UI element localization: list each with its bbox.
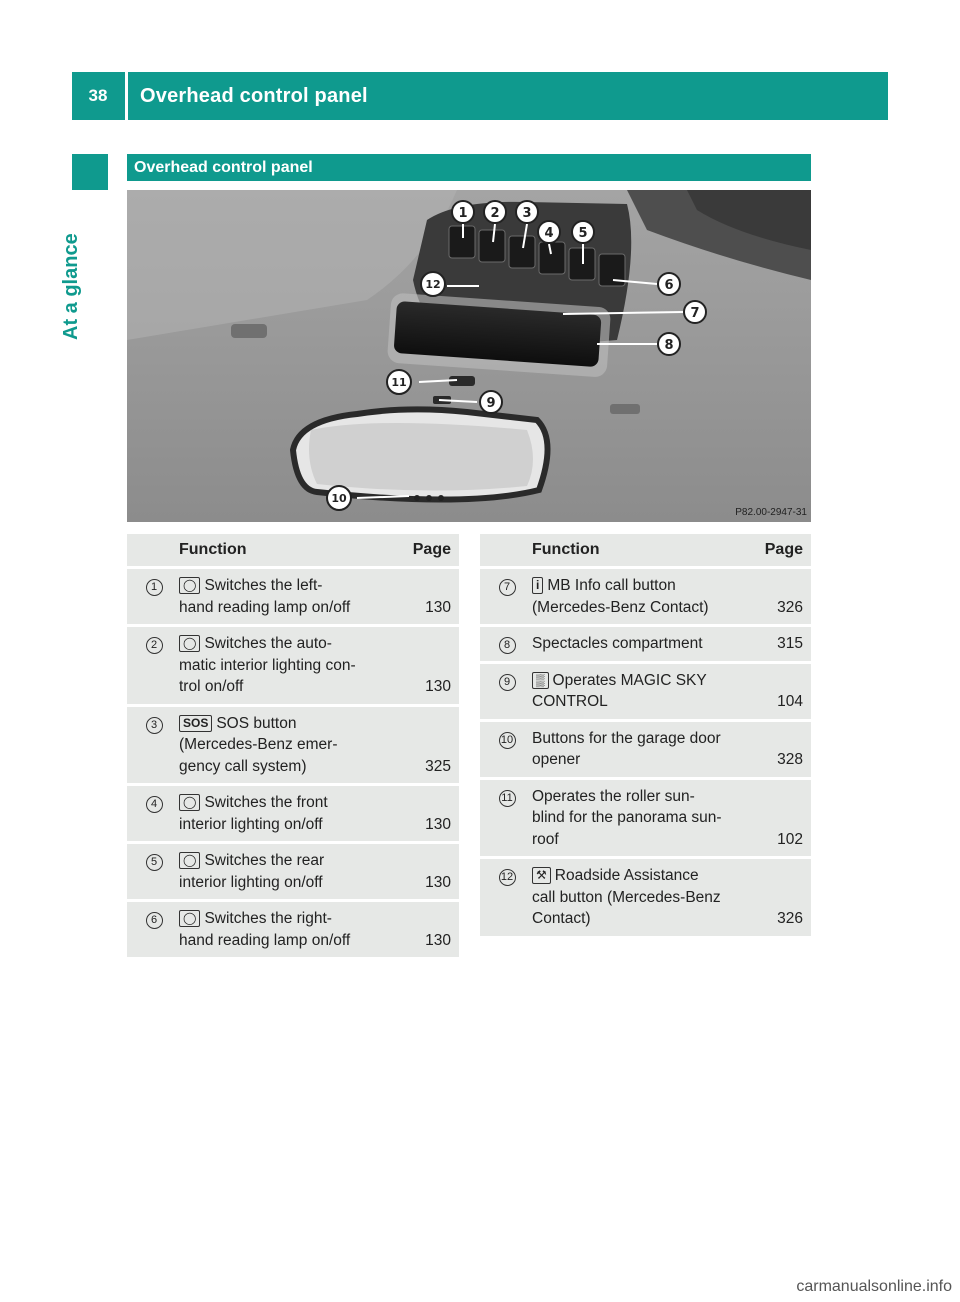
overhead-panel-illustration bbox=[127, 190, 811, 522]
column-function-header: Function bbox=[177, 534, 397, 566]
function-text-line: call button (Mercedes-Benz bbox=[532, 888, 721, 906]
svg-text:1: 1 bbox=[458, 206, 468, 221]
page-ref: 326 bbox=[749, 859, 811, 936]
table-row bbox=[127, 627, 459, 704]
figure-code: P82.00-2947-31 bbox=[735, 507, 807, 518]
overhead-panel-photo bbox=[127, 190, 811, 522]
item-number: 8 bbox=[499, 637, 516, 654]
column-function-header: Function bbox=[530, 534, 749, 566]
callout-7 bbox=[684, 301, 706, 323]
item-number: 10 bbox=[499, 732, 516, 749]
function-text-line: gency call system) bbox=[179, 757, 307, 775]
function-text-line: Switches the auto- bbox=[204, 635, 332, 652]
callout-4 bbox=[538, 221, 560, 243]
callout-2 bbox=[484, 201, 506, 223]
function-text-line: Buttons for the garage door bbox=[532, 729, 721, 747]
page-ref: 130 bbox=[397, 627, 459, 704]
page-ref: 328 bbox=[749, 722, 811, 777]
table-row bbox=[127, 844, 459, 899]
rear-interior-light-icon: ◯ bbox=[179, 852, 200, 869]
table-row bbox=[127, 786, 459, 841]
page-ref: 130 bbox=[397, 786, 459, 841]
page-ref: 130 bbox=[397, 844, 459, 899]
page-number: 38 bbox=[88, 86, 108, 105]
svg-text:8: 8 bbox=[664, 338, 674, 353]
page-ref: 102 bbox=[749, 780, 811, 857]
reading-lamp-left-icon: ◯ bbox=[179, 577, 200, 594]
item-number: 11 bbox=[499, 790, 516, 807]
item-number: 3 bbox=[146, 717, 163, 734]
svg-text:7: 7 bbox=[690, 306, 700, 321]
table-row bbox=[480, 859, 811, 936]
callout-8 bbox=[658, 333, 680, 355]
table-row bbox=[480, 627, 811, 661]
page-ref: 315 bbox=[749, 627, 811, 661]
svg-text:2: 2 bbox=[490, 206, 500, 221]
item-number: 9 bbox=[499, 674, 516, 691]
item-number: 12 bbox=[499, 869, 516, 886]
column-page-header: Page bbox=[749, 534, 811, 566]
function-text-line: Spectacles compartment bbox=[532, 635, 703, 652]
function-text-line: trol on/off bbox=[179, 678, 244, 695]
page-title: Overhead control panel bbox=[140, 84, 368, 107]
function-text-line: Operates the roller sun- bbox=[532, 787, 695, 805]
table-row bbox=[127, 569, 459, 624]
page-ref: 130 bbox=[397, 902, 459, 957]
svg-text:12: 12 bbox=[425, 278, 441, 291]
table-row bbox=[127, 707, 459, 784]
sos-icon: SOS bbox=[179, 715, 212, 732]
callout-5 bbox=[572, 221, 594, 243]
page-ref: 130 bbox=[397, 569, 459, 624]
function-text-line: MB Info call button bbox=[547, 577, 676, 594]
callout-12 bbox=[421, 272, 445, 296]
svg-text:11: 11 bbox=[391, 376, 407, 389]
function-text-line: Contact) bbox=[532, 910, 591, 927]
table-row bbox=[480, 569, 811, 624]
footer-watermark: carmanualsonline.info bbox=[796, 1278, 952, 1295]
item-number: 5 bbox=[146, 854, 163, 871]
column-page-header: Page bbox=[397, 534, 459, 566]
function-text-line: matic interior lighting con- bbox=[179, 656, 356, 674]
callout-9 bbox=[480, 391, 502, 413]
function-text-line: hand reading lamp on/off bbox=[179, 931, 351, 949]
front-interior-light-icon: ◯ bbox=[179, 794, 200, 811]
roadside-assistance-icon: ⚒ bbox=[532, 867, 551, 884]
column-number-header bbox=[480, 534, 530, 566]
svg-text:9: 9 bbox=[486, 396, 496, 411]
item-number: 6 bbox=[146, 912, 163, 929]
svg-text:10: 10 bbox=[331, 492, 347, 505]
table-row bbox=[480, 664, 811, 719]
svg-text:5: 5 bbox=[578, 226, 588, 241]
function-text-line: Switches the left- bbox=[204, 577, 323, 594]
section-title: Overhead control panel bbox=[134, 158, 313, 176]
svg-text:6: 6 bbox=[664, 278, 674, 293]
item-number: 7 bbox=[499, 579, 516, 596]
item-number: 1 bbox=[146, 579, 163, 596]
page-ref: 104 bbox=[749, 664, 811, 719]
column-number-header bbox=[127, 534, 177, 566]
function-text-line: Switches the front bbox=[204, 794, 328, 811]
item-number: 2 bbox=[146, 637, 163, 654]
item-number: 4 bbox=[146, 796, 163, 813]
function-text-line: interior lighting on/off bbox=[179, 815, 323, 833]
page-ref: 326 bbox=[749, 569, 811, 624]
callout-10 bbox=[327, 486, 351, 510]
function-text-line: (Mercedes-Benz Contact) bbox=[532, 598, 709, 616]
function-text-line: Roadside Assistance bbox=[554, 867, 699, 884]
function-text-line: roof bbox=[532, 830, 559, 848]
function-text-line: SOS button bbox=[216, 714, 297, 732]
function-text-line: Switches the rear bbox=[204, 852, 325, 869]
auto-interior-lighting-icon: ◯ bbox=[179, 635, 200, 652]
page-ref: 325 bbox=[397, 707, 459, 784]
svg-text:3: 3 bbox=[522, 206, 532, 221]
table-row bbox=[127, 902, 459, 957]
svg-text:4: 4 bbox=[544, 226, 554, 241]
magic-sky-icon: ▒ bbox=[532, 672, 549, 689]
callout-6 bbox=[658, 273, 680, 295]
function-table-left bbox=[127, 531, 459, 960]
header-divider bbox=[125, 72, 128, 120]
callout-11 bbox=[387, 370, 411, 394]
function-text-line: CONTROL bbox=[532, 693, 608, 710]
table-row bbox=[480, 722, 811, 777]
function-text-line: blind for the panorama sun- bbox=[532, 809, 722, 826]
function-text-line: interior lighting on/off bbox=[179, 873, 323, 891]
function-text-line: hand reading lamp on/off bbox=[179, 598, 351, 616]
table-row bbox=[480, 780, 811, 857]
function-text-line: opener bbox=[532, 751, 581, 768]
callout-1 bbox=[452, 201, 474, 223]
side-tab-marker bbox=[72, 154, 108, 190]
function-table-right bbox=[480, 531, 811, 939]
function-text-line: Operates MAGIC SKY bbox=[552, 671, 707, 689]
reading-lamp-right-icon: ◯ bbox=[179, 910, 200, 927]
callout-3 bbox=[516, 201, 538, 223]
mb-info-call-icon: i bbox=[532, 577, 543, 594]
function-text-line: Switches the right- bbox=[204, 910, 332, 927]
function-text-line: (Mercedes-Benz emer- bbox=[179, 736, 338, 753]
side-tab-label: At a glance bbox=[60, 233, 82, 340]
